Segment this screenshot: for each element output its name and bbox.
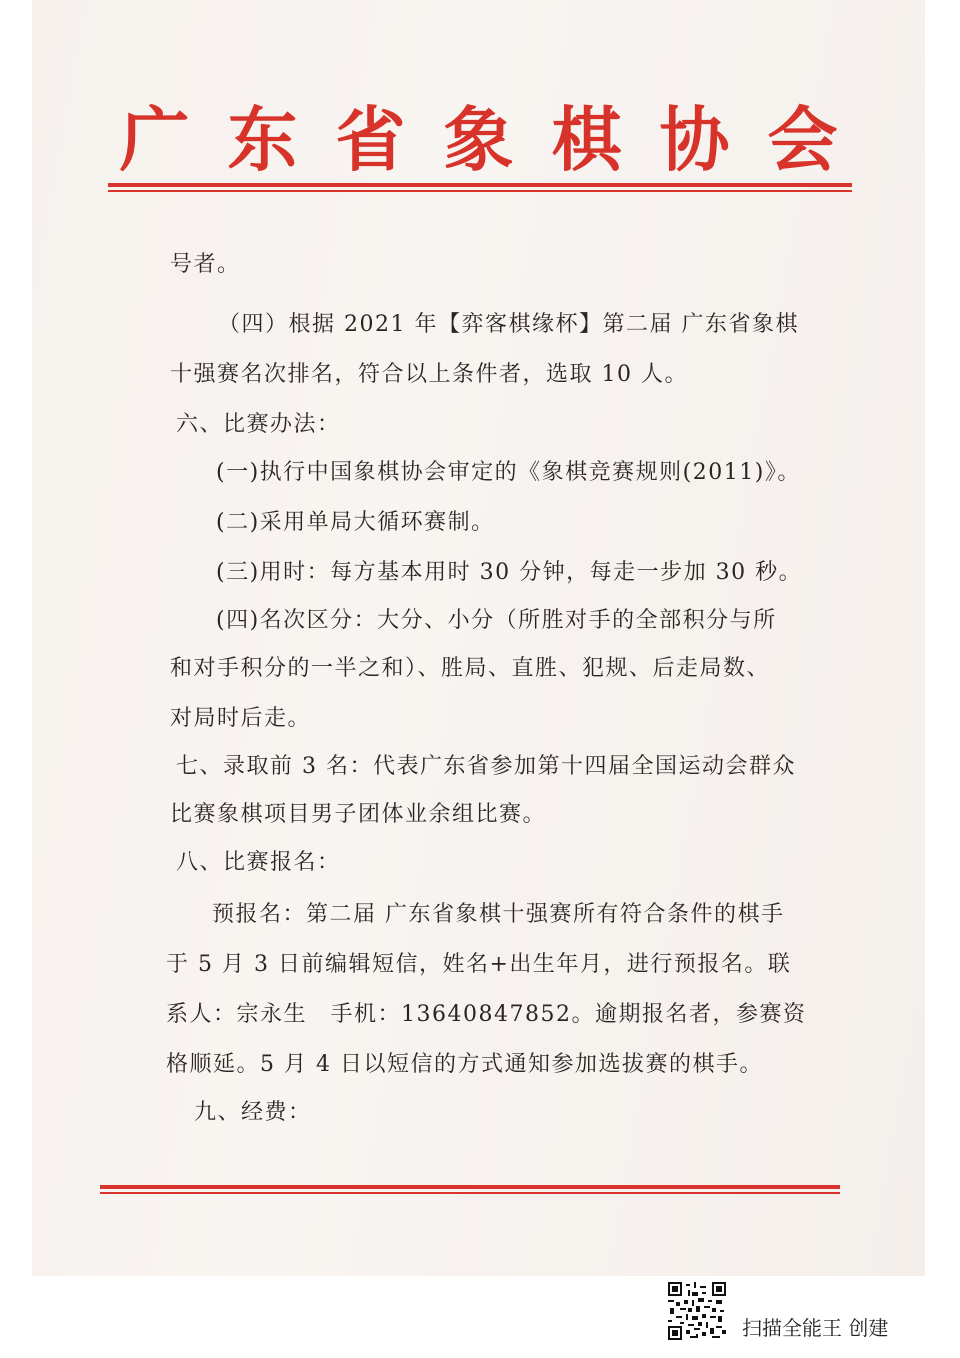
body-line: 号者。: [170, 252, 241, 277]
body-line: 对局时后走。: [170, 706, 312, 731]
body-line: (一)执行中国象棋协会审定的《象棋竞赛规则(2011)》。: [216, 460, 801, 485]
qr-code-icon: [668, 1282, 726, 1340]
body-line: (三)用时：每方基本用时 30 分钟，每走一步加 30 秒。: [216, 560, 803, 585]
body-line: 于 5 月 3 日前编辑短信，姓名+出生年月，进行预报名。联: [166, 952, 792, 977]
body-line: 系人：宗永生 手机：13640847852。逾期报名者，参赛资: [166, 1002, 807, 1027]
section-heading: 六、比赛办法：: [176, 412, 341, 437]
body-line: (四)名次区分：大分、小分（所胜对手的全部积分与所: [216, 608, 777, 633]
body-line: 比赛象棋项目男子团体业余组比赛。: [170, 802, 547, 827]
section-heading: 八、比赛报名：: [176, 850, 341, 875]
body-line: 和对手积分的一半之和）、胜局、直胜、犯规、后走局数、: [170, 656, 771, 681]
section-heading: 七、录取前 3 名：代表广东省参加第十四届全国运动会群众: [176, 754, 796, 779]
scanner-app-label: 扫描全能王 创建: [742, 1316, 889, 1340]
document-page: [32, 0, 925, 1276]
scanner-watermark: [668, 1282, 938, 1342]
body-line: 十强赛名次排名，符合以上条件者，选取 10 人。: [170, 362, 688, 387]
body-line: （四）根据 2021 年【弈客棋缘杯】第二届 广东省象棋: [218, 312, 799, 337]
body-line: 格顺延。5 月 4 日以短信的方式通知参加选拔赛的棋手。: [166, 1052, 763, 1077]
body-line: (二)采用单局大循环赛制。: [216, 510, 495, 535]
letterhead-title: 广东省象棋协会: [119, 98, 876, 181]
section-heading: 九、经费：: [194, 1100, 312, 1125]
body-line: 预报名：第二届 广东省象棋十强赛所有符合条件的棋手: [212, 902, 785, 927]
